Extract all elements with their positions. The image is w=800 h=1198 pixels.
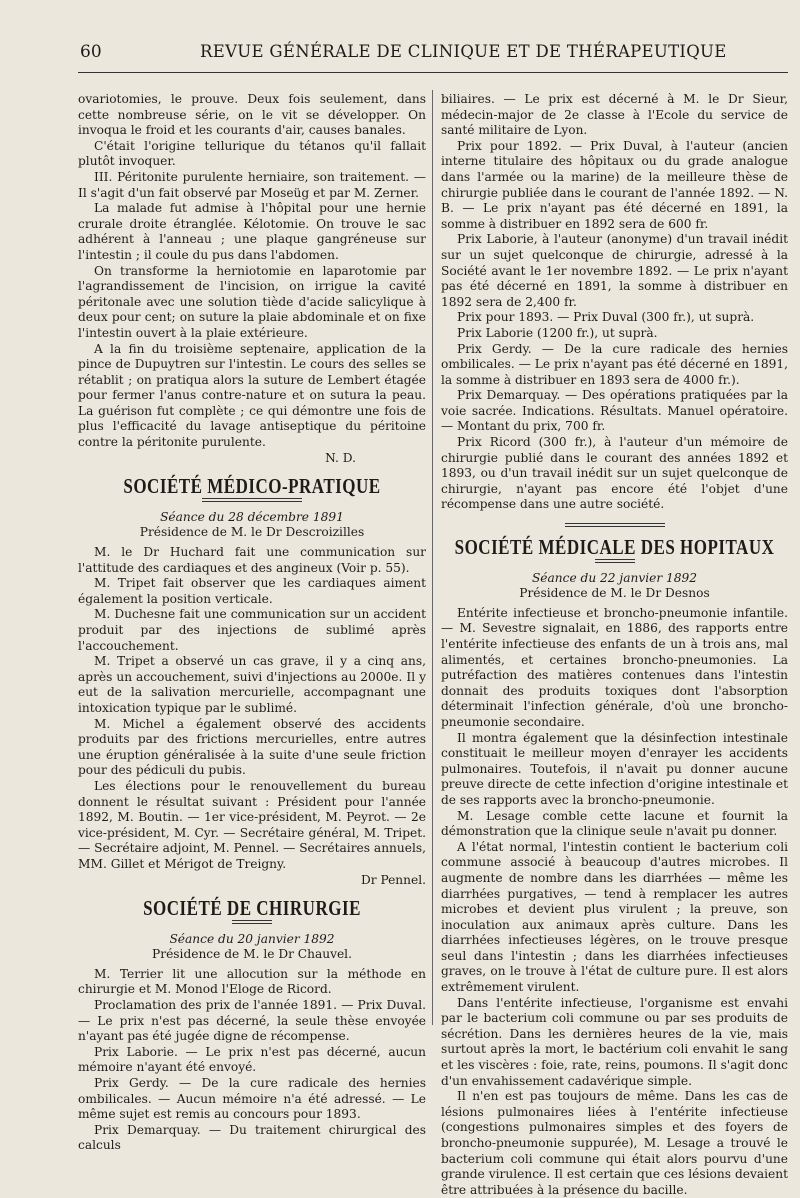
paragraph: M. le Dr Huchard fait une communication sur l'attitude des cardiaques et des angineux (Voir p. 55). (78, 545, 426, 575)
paragraph: Prix Gerdy. — De la cure radicale des hernies ombilicales. — Aucun mémoire n'a été adressé. — Le même sujet est remis au concours pour 1893. (78, 1076, 426, 1122)
column-divider (432, 90, 433, 1025)
paragraph: Prix pour 1893. — Prix Duval (300 fr.), ut suprà. (457, 310, 755, 325)
section-separator (565, 523, 665, 527)
paragraph: M. Michel a également observé des accidents produits par des frictions mercurielles, entre autres une éruption généralisée à la suite d'une seule friction pour des pédiculi du pubis. (78, 716, 426, 778)
paragraph: On transforme la herniotomie en laparotomie par l'agrandissement de l'incision, on irrigue la cavité péritonale avec une solution tiède d'acide salicylique à deux pour cent; on suture la plaie abdominale et on fixe l'intestin ouvert à la plaie extérieure. (78, 263, 426, 340)
paragraph: A la fin du troisième septenaire, application de la pince de Dupuytren sur l'intestin. Le cours des selles se rétablit ; on pratiqua alors la suture de Lembert étagée pour fermer l'anus contre-nature et on sutura la peau. La guérison fut complète ; ce qui démontre une fois de plus l'efficacité du lavage antiseptique du péritoine contre la péritonite purulente. (78, 341, 426, 450)
session-president: Présidence de M. le Dr Descroizilles (139, 525, 365, 540)
right-column (441, 92, 788, 1198)
paragraph: Prix Demarquay. — Des opérations pratiquées par la voie sacrée. Indications. Résultats. Manuel opératoire. — Montant du prix, 700 fr. (441, 388, 788, 434)
signature: N. D. (325, 450, 356, 465)
paragraph: Il montra également que la désinfection intestinale constituait le meilleur moyen d'enrayer les accidents pulmonaires. Toutefois, il n'avait pu donner aucune preuve directe de cette infection d'origine intestinale et de ses rapports avec la broncho-pneumonie. (441, 730, 788, 807)
paragraph: Prix pour 1892. — Prix Duval, à l'auteur (ancien interne titulaire des hôpitaux ou du grade analogue dans l'armée ou la marine) de la meilleure thèse de chirurgie publiée dans le courant de l'année 1892. — N. B. — Le prix n'ayant pas été décerné en 1891, la somme à distribuer en 1892 sera de 600 fr. (441, 138, 788, 231)
session-president: Présidence de M. le Dr Desnos (519, 586, 710, 601)
running-title: REVUE GÉNÉRALE DE CLINIQUE ET DE THÉRAPEUTIQUE (200, 42, 727, 61)
session-date: Séance du 28 décembre 1891 (160, 509, 344, 524)
paragraph: M. Lesage comble cette lacune et fournit la démonstration que la clinique seule n'avait pu donner. (441, 808, 788, 839)
paragraph: Proclamation des prix de l'année 1891. — Prix Duval. — Le prix n'est pas décerné, la seule thèse envoyée n'ayant pas été jugée digne de récompense. (78, 998, 426, 1044)
paragraph: Prix Demarquay. — Du traitement chirurgical des calculs (78, 1122, 426, 1153)
paragraph: M. Duchesne fait une communication sur un accident produit par des injections de sublimé après l'accouchement. (78, 607, 426, 653)
paragraph: Prix Gerdy. — De la cure radicale des hernies ombilicales. — Le prix n'ayant pas été décerné en 1891, la somme à distribuer en 1893 sera de 4000 fr.). (441, 341, 788, 387)
paragraph: III. Péritonite purulente herniaire, son traitement. — Il s'agit d'un fait observé par Moseüg et par M. Zerner. (78, 169, 426, 200)
page-number: 60 (80, 42, 102, 62)
paragraph: Prix Laborie. — Le prix n'est pas décerné, aucun mémoire n'ayant été envoyé. (78, 1044, 426, 1075)
paragraph: Prix Ricord (300 fr.), à l'auteur d'un mémoire de chirurgie publié dans le courant des années 1892 et 1893, ou d'un travail inédit sur un sujet quelconque de chirurgie, n'ayant pas encore été l'objet d'une récompense dans une autre société. (441, 435, 788, 512)
section-title: SOCIÉTÉ DE CHIRURGIE (143, 896, 361, 920)
paragraph: Il n'en est pas toujours de même. Dans les cas de lésions pulmonaires liées à l'entérite infectieuse (congestions pulmonaires simples et des foyers de broncho-pneumonie suppurée), M. Lesage a trouvé le bacterium coli commune qui était alors pourvu d'une grande virulence. Il est certain que ces lésions devaient être attribuées à la présence du bacille. (441, 1089, 788, 1197)
session-date: Séance du 20 janvier 1892 (169, 931, 335, 946)
running-header (80, 42, 780, 66)
title-ornament (595, 559, 635, 563)
paragraph: C'était l'origine tellurique du tétanos qu'il fallait plutôt invoquer. (78, 138, 426, 169)
paragraph: Les élections pour le renouvellement du bureau donnent le résultat suivant : Président pour l'année 1892, M. Boutin. — 1er vice-président, M. Peyrot. — 2e vice-président, M. Cyr. — Secrétaire général, M. Tripet. — Secrétaire adjoint, M. Pennel. — Secrétaires annuels, MM. Gillet et Mérigot de Treigny. (78, 778, 426, 871)
left-column (78, 92, 426, 1154)
title-ornament (232, 920, 272, 924)
section-title: SOCIÉTÉ MÉDICO-PRATIQUE (123, 474, 381, 499)
paragraph: Dans l'entérite infectieuse, l'organisme est envahi par le bacterium coli commune ou par ses produits de sécrétion. Dans les dernières heures de la vie, mais surtout après la mort, le bactérium coli envahit le sang et les viscères : foie, rate, reins, poumons. Il s'agit donc d'un envahissement cadavérique simple. (441, 995, 788, 1088)
paragraph: M. Tripet a observé un cas grave, il y a cinq ans, après un accouchement, suivi d'injections au 2000e. Il y eut de la salivation mercurielle, accompagnant une intoxication typique par le sublimé. (78, 654, 426, 715)
signature: Dr Pennel. (360, 872, 426, 887)
title-ornament (202, 498, 302, 502)
paragraph: Prix Laborie, à l'auteur (anonyme) d'un travail inédit sur un sujet quelconque de chirurgie, adressé à la Société avant le 1er novembre 1892. — Le prix n'ayant pas été décerné en 1891, la somme à distribuer en 1892 sera de 2,400 fr. (441, 232, 788, 309)
paragraph: Prix Laborie (1200 fr.), ut suprà. (457, 325, 658, 340)
paragraph: La malade fut admise à l'hôpital pour une hernie crurale droite étranglée. Kélotomie. On trouve le sac adhérent à l'anneau ; une plaque gangréneuse sur l'intestin ; il coule du pus dans l'abdomen. (78, 201, 426, 262)
section-title: SOCIÉTÉ MÉDICALE DES HOPITAUX (454, 535, 775, 559)
session-president: Présidence de M. le Dr Chauvel. (152, 947, 352, 962)
paragraph: M. Tripet fait observer que les cardiaques aiment également la position verticale. (78, 576, 426, 606)
paragraph: A l'état normal, l'intestin contient le bacterium coli commune associé à beaucoup d'autres microbes. Il augmente de nombre dans les diarrhées — même les diarrhées purgatives, — tend à remplacer les autres microbes et devient plus virulent ; la preuve, son inoculation aux animaux après culture. Dans les diarrhées infectieuses légères, on le trouve presque seul dans l'intestin ; dans les diarrhées infectieuses graves, on le trouve à l'état de culture pure. Il est alors extrêmement virulent. (441, 839, 788, 995)
paragraph: ovariotomies, le prouve. Deux fois seulement, dans cette nombreuse série, on le vit se développer. On invoqua le froid et les courants d'air, causes banales. (78, 92, 426, 138)
paragraph: Entérite infectieuse et broncho-pneumonie infantile. — M. Sevestre signalait, en 1886, des rapports entre l'entérite infectieuse des enfants de un à trois ans, mal alimentés, et certaines broncho-pneumonies. La putréfaction des matières contenues dans l'intestin donnait des produits toxiques dont l'absorption déterminait l'infection générale, d'où une broncho-pneumonie secondaire. (441, 605, 788, 729)
header-rule (78, 72, 788, 73)
session-date: Séance du 22 janvier 1892 (531, 570, 698, 585)
paragraph: M. Terrier lit une allocution sur la méthode en chirurgie et M. Monod l'Eloge de Ricord. (78, 966, 426, 997)
paragraph: biliaires. — Le prix est décerné à M. le Dr Sieur, médecin-major de 2e classe à l'Ecole du service de santé militaire de Lyon. (441, 92, 788, 138)
